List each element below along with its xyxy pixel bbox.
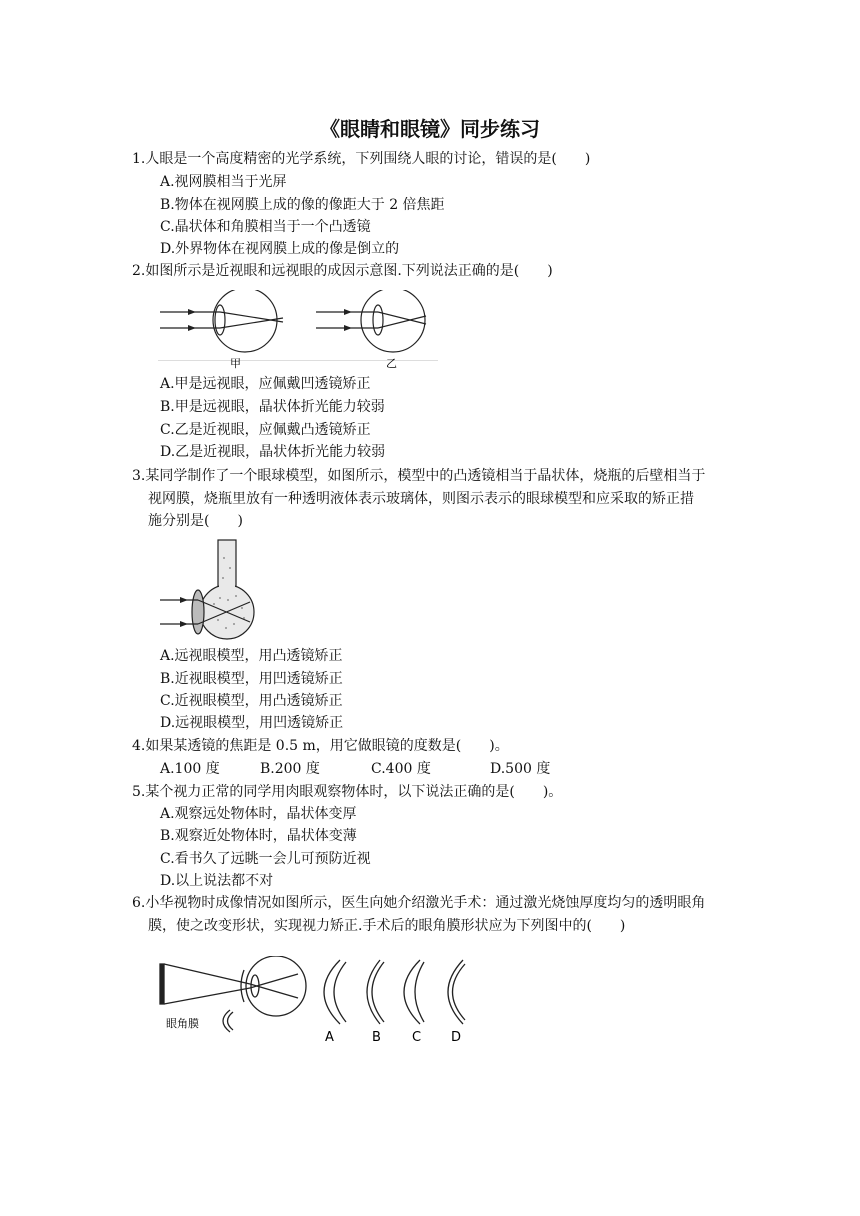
question-5-stem: 5.某个视力正常的同学用肉眼观察物体时，以下说法正确的是( )。 xyxy=(132,784,563,800)
q3-option-d: D.远视眼模型，用凹透镜矫正 xyxy=(160,715,344,731)
q1-option-c: C.晶状体和角膜相当于一个凸透镜 xyxy=(160,219,371,235)
q4-option-c: C.400 度 xyxy=(371,761,431,777)
question-2-stem: 2.如图所示是近视眼和远视眼的成因示意图.下列说法正确的是( ) xyxy=(132,263,553,279)
q1-option-d: D.外界物体在视网膜上成的像是倒立的 xyxy=(160,241,400,257)
q5-option-a: A.观察远处物体时，晶状体变厚 xyxy=(160,806,357,822)
choice-letter-b: B xyxy=(372,1030,381,1045)
question-3-stem-line3: 施分别是( ) xyxy=(148,513,243,529)
question-3-stem-line1: 3.某同学制作了一个眼球模型，如图所示，模型中的凸透镜相当于晶状体，烧瓶的后壁相当于 xyxy=(132,468,706,484)
q2-option-b: B.甲是远视眼，晶状体折光能力较弱 xyxy=(160,399,385,415)
choice-letter-c: C xyxy=(412,1030,422,1045)
page-title: 《眼睛和眼镜》同步练习 xyxy=(320,117,540,141)
question-3-stem-line2: 视网膜，烧瓶里放有一种透明液体表示玻璃体，则图示表示的眼球模型和应采取的矫正措 xyxy=(148,491,694,507)
figure-label-cornea: 眼角膜 xyxy=(166,1017,199,1030)
q5-option-d: D.以上说法都不对 xyxy=(160,873,274,889)
q2-option-c: C.乙是近视眼，应佩戴凸透镜矫正 xyxy=(160,422,371,438)
figure-label-jia: 甲 xyxy=(230,357,241,370)
q2-option-a: A.甲是远视眼，应佩戴凹透镜矫正 xyxy=(160,376,371,392)
q2-option-d: D.乙是近视眼，晶状体折光能力较弱 xyxy=(160,444,386,460)
q6-figure-cornea xyxy=(158,956,468,1046)
choice-letter-d: D xyxy=(451,1030,462,1045)
q3-option-a: A.远视眼模型，用凸透镜矫正 xyxy=(160,648,343,664)
choice-letter-a: A xyxy=(325,1030,334,1045)
q2-figure-eyes xyxy=(158,290,438,370)
q4-option-a: A.100 度 xyxy=(160,761,220,777)
q1-option-a: A.视网膜相当于光屏 xyxy=(160,174,287,190)
question-1-stem: 1.人眼是一个高度精密的光学系统，下列围绕人眼的讨论，错误的是( ) xyxy=(132,151,591,167)
q5-option-c: C.看书久了远眺一会儿可预防近视 xyxy=(160,851,371,867)
q4-option-d: D.500 度 xyxy=(490,761,551,777)
q3-figure-eye-model xyxy=(158,538,268,643)
question-6-stem-line2: 膜，使之改变形状，实现视力矫正.手术后的眼角膜形状应为下列图中的( ) xyxy=(148,918,626,934)
q4-option-b: B.200 度 xyxy=(260,761,320,777)
figure-label-yi: 乙 xyxy=(386,357,397,370)
question-4-stem: 4.如果某透镜的焦距是 0.5 m，用它做眼镜的度数是( )。 xyxy=(132,738,509,754)
q5-option-b: B.观察近处物体时，晶状体变薄 xyxy=(160,828,357,844)
q3-option-c: C.近视眼模型，用凸透镜矫正 xyxy=(160,693,343,709)
question-6-stem-line1: 6.小华视物时成像情况如图所示，医生向她介绍激光手术：通过激光烧蚀厚度均匀的透明眼角 xyxy=(132,895,706,911)
q1-option-b: B.物体在视网膜上成的像的像距大于 2 倍焦距 xyxy=(160,197,445,213)
q3-option-b: B.近视眼模型，用凹透镜矫正 xyxy=(160,671,343,687)
